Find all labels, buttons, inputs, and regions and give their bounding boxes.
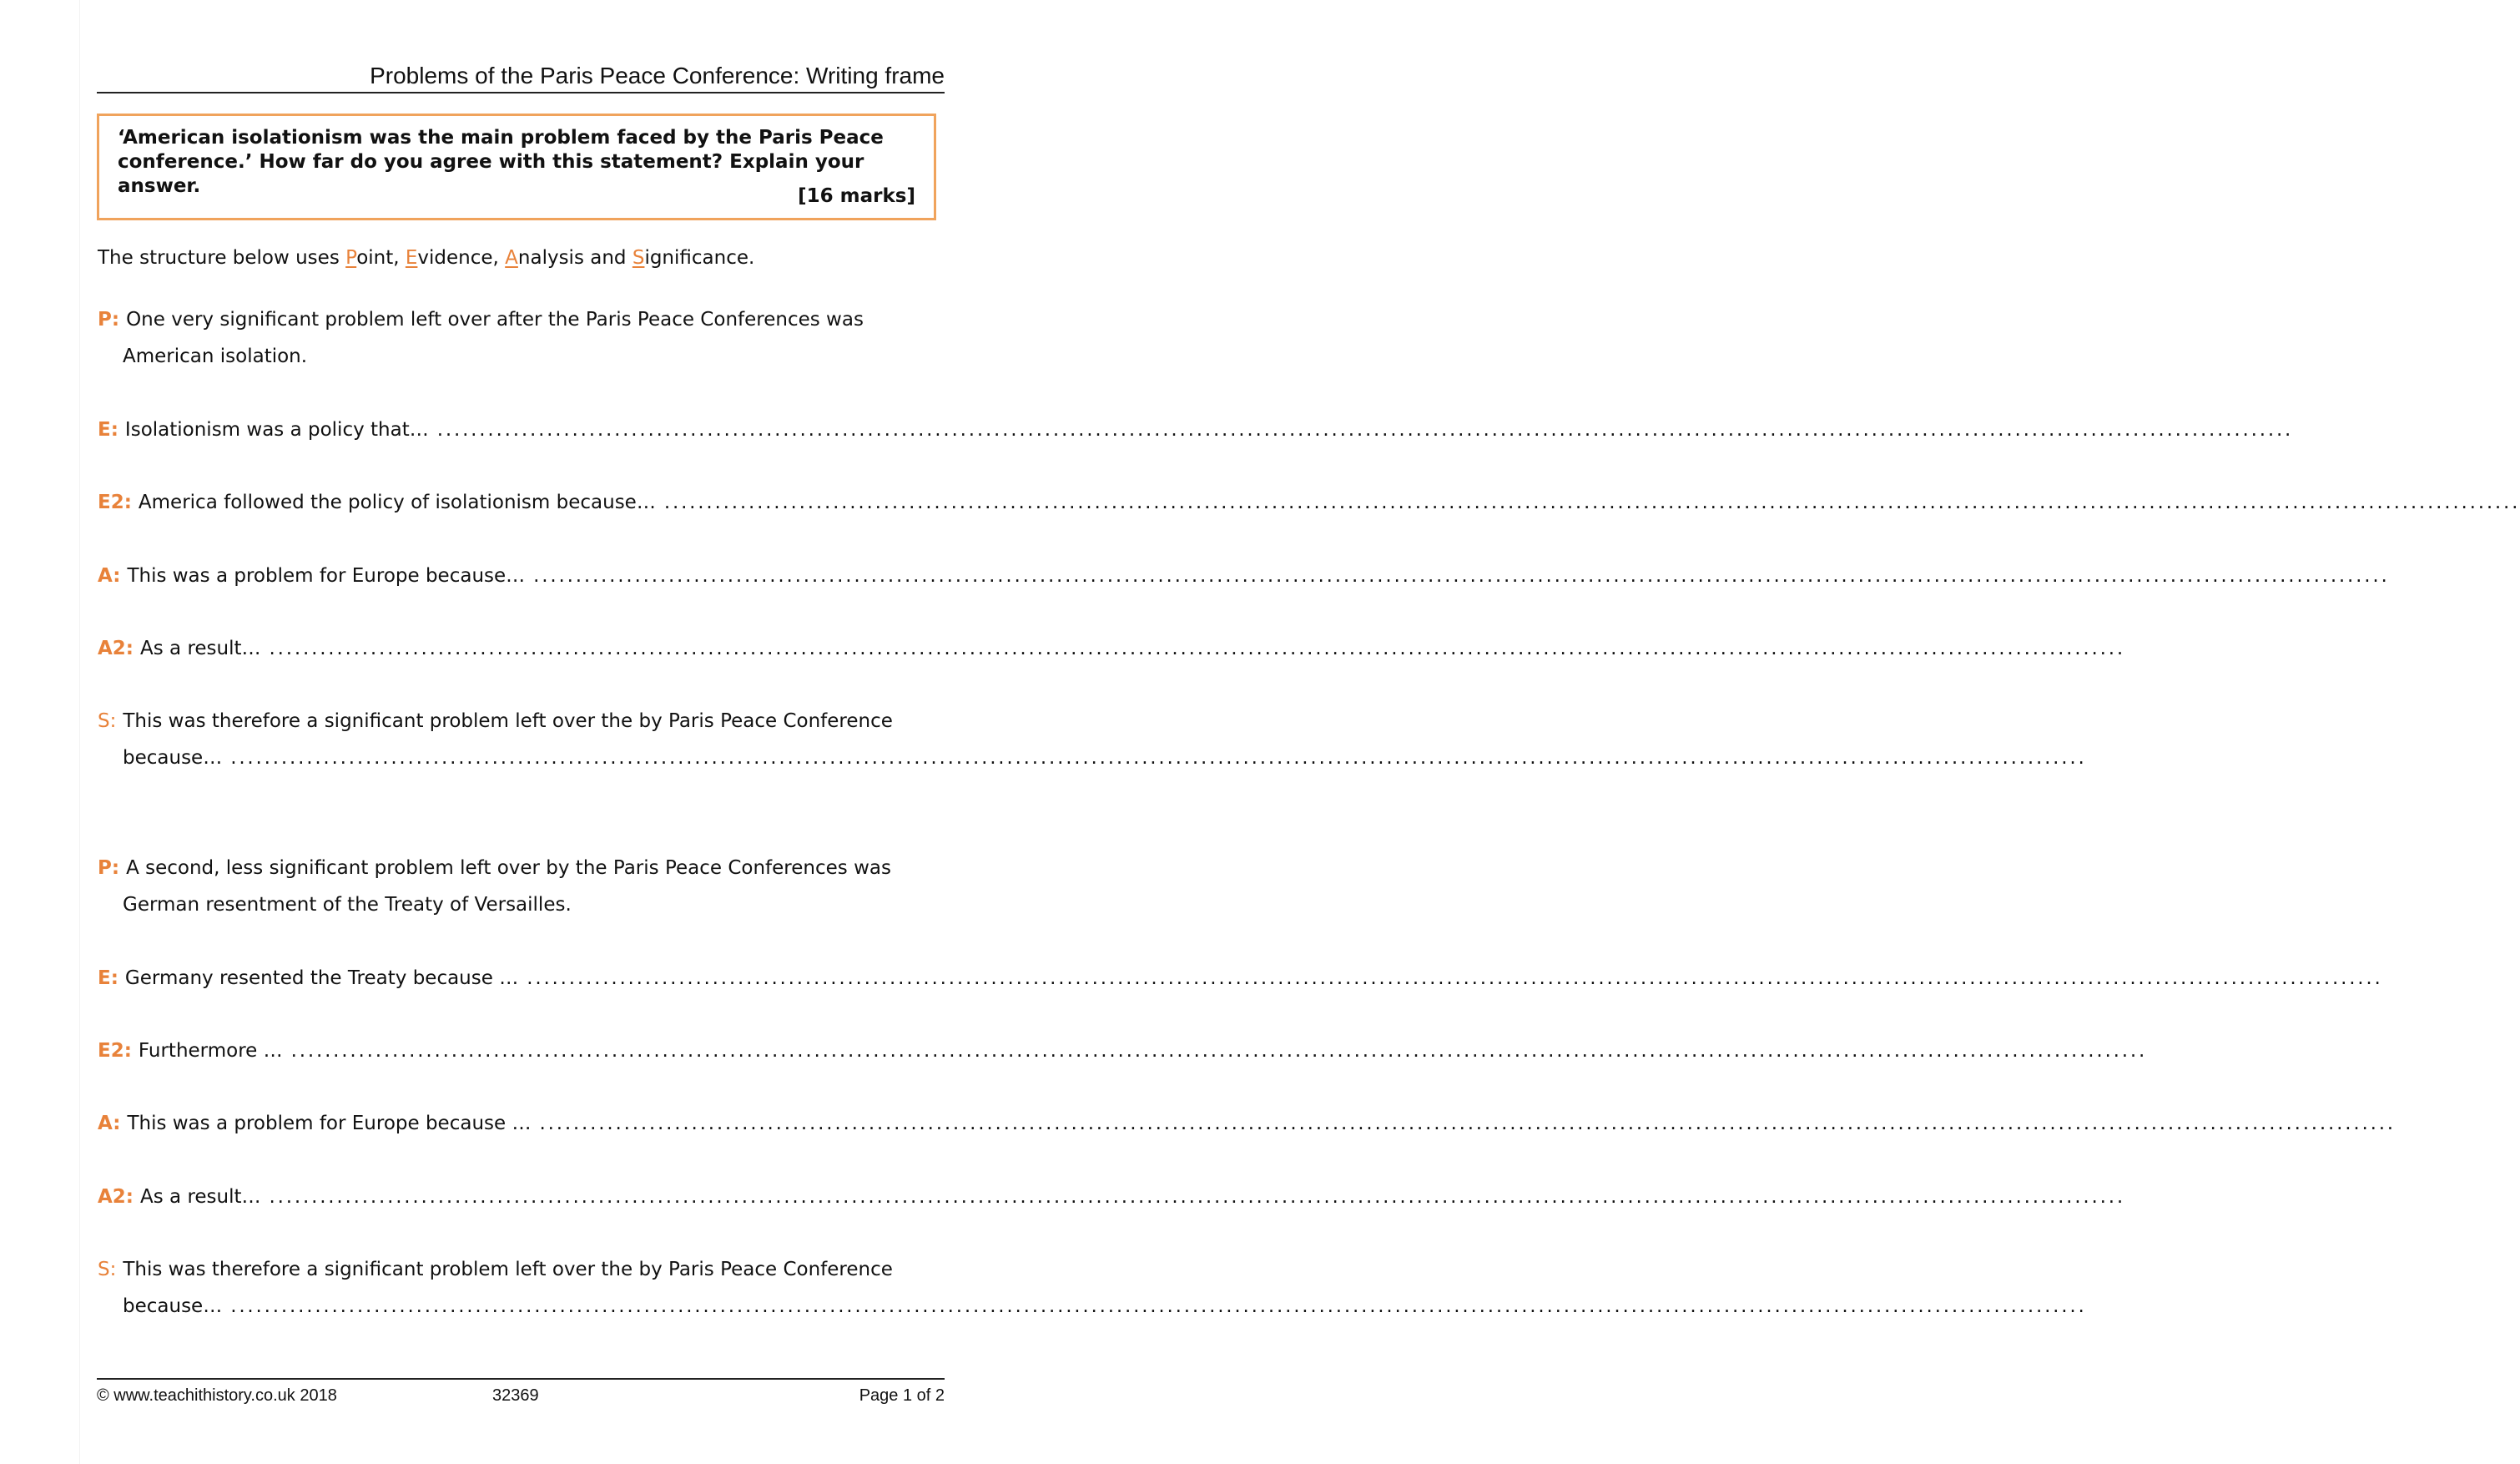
section1-point-cont <box>123 346 938 367</box>
section1-analysis2 <box>98 638 2125 659</box>
intro-prefix: The structure below uses <box>98 247 346 269</box>
section2-significance-cont <box>123 1295 2087 1317</box>
point-text: One very significant problem left over after the Paris Peace Conferences was <box>126 309 864 331</box>
answer-dotted-line[interactable]: ............................................................................................................................................................................................................................ <box>290 1040 2148 1062</box>
intro-point-letter: P <box>345 247 357 269</box>
section2-evidence2 <box>98 1040 2148 1062</box>
question-box <box>97 114 936 220</box>
point-text-cont: German resentment of the Treaty of Versailles. <box>123 894 572 916</box>
analysis-prompt: This was a problem for Europe because … <box>127 1113 532 1134</box>
footer-copyright: © www.teachithistory.co.uk 2018 <box>97 1386 337 1405</box>
intro-significance-letter: S <box>632 247 645 269</box>
answer-dotted-line[interactable]: ............................................................................................................................................................................................................................ <box>269 638 2125 659</box>
section2-point <box>98 857 938 879</box>
question-text: ‘American isolationism was the main problem faced by the Paris Peace conference.’ How far do you agree with this statement? Explain your answer. <box>118 127 884 197</box>
significance-prompt: This was therefore a significant problem left over the by Paris Peace Conference <box>123 1259 893 1280</box>
point-label: P: <box>98 309 120 331</box>
answer-dotted-line[interactable]: ............................................................................................................................................................................................................................ <box>230 1295 2087 1317</box>
intro-significance-rest: ignificance. <box>644 247 755 269</box>
evidence2-label: E2: <box>98 1040 132 1062</box>
answer-dotted-line[interactable]: ............................................................................................................................................................................................................................ <box>527 967 2383 989</box>
intro-analysis-letter: A <box>505 247 518 269</box>
section1-analysis <box>98 565 2390 587</box>
evidence-label: E: <box>98 419 118 441</box>
evidence2-prompt: Furthermore … <box>138 1040 283 1062</box>
intro-analysis-rest: nalysis and <box>517 247 633 269</box>
significance-label: S: <box>98 710 117 732</box>
question-marks: [16 marks] <box>798 185 915 207</box>
section2-significance <box>98 1259 938 1280</box>
section2-analysis <box>98 1113 2396 1134</box>
section1-point <box>98 309 938 331</box>
section1-significance-cont <box>123 747 2087 769</box>
section1-evidence2 <box>98 492 2520 513</box>
point-text: A second, less significant problem left over by the Paris Peace Conferences was <box>126 857 891 879</box>
significance-prompt: This was therefore a significant problem left over the by Paris Peace Conference <box>123 710 893 732</box>
answer-dotted-line[interactable]: ............................................................................................................................................................................................................................ <box>269 1186 2125 1208</box>
analysis2-label: A2: <box>98 1186 134 1208</box>
section1-significance <box>98 710 938 732</box>
intro-point-rest: oint, <box>356 247 406 269</box>
evidence2-prompt: America followed the policy of isolationism because… <box>138 492 656 513</box>
significance-prompt-cont: because… <box>123 1295 223 1317</box>
section1-evidence <box>98 419 2294 441</box>
answer-dotted-line[interactable]: ............................................................................................................................................................................................................................ <box>539 1113 2396 1134</box>
analysis-prompt: This was a problem for Europe because… <box>127 565 526 587</box>
page-margin-rule <box>79 0 80 1464</box>
analysis2-label: A2: <box>98 638 134 659</box>
answer-dotted-line[interactable]: ............................................................................................................................................................................................................................ <box>533 565 2390 587</box>
analysis-label: A: <box>98 1113 121 1134</box>
point-label: P: <box>98 857 120 879</box>
intro-evidence-letter: E <box>405 247 418 269</box>
significance-prompt-cont: because… <box>123 747 223 769</box>
answer-dotted-line[interactable]: ............................................................................................................................................................................................................................ <box>663 492 2520 513</box>
evidence-label: E: <box>98 967 118 989</box>
analysis-label: A: <box>98 565 121 587</box>
structure-intro <box>98 247 754 269</box>
page-header <box>97 60 945 93</box>
page-title: Problems of the Paris Peace Conference: Writing frame <box>370 63 945 88</box>
footer-resource-code: 32369 <box>492 1386 539 1405</box>
intro-evidence-rest: vidence, <box>417 247 506 269</box>
section2-point-cont <box>123 894 938 916</box>
evidence-prompt: Isolationism was a policy that… <box>124 419 429 441</box>
section2-evidence <box>98 967 2383 989</box>
evidence2-label: E2: <box>98 492 132 513</box>
section2-analysis2 <box>98 1186 2125 1208</box>
evidence-prompt: Germany resented the Treaty because … <box>124 967 519 989</box>
answer-dotted-line[interactable]: ............................................................................................................................................................................................................................ <box>436 419 2294 441</box>
significance-label: S: <box>98 1259 117 1280</box>
analysis2-prompt: As a result… <box>140 638 261 659</box>
footer-page-number: Page 1 of 2 <box>859 1386 945 1405</box>
page-footer <box>97 1378 945 1405</box>
analysis2-prompt: As a result… <box>140 1186 261 1208</box>
answer-dotted-line[interactable]: ............................................................................................................................................................................................................................ <box>230 747 2087 769</box>
point-text-cont: American isolation. <box>123 346 308 367</box>
